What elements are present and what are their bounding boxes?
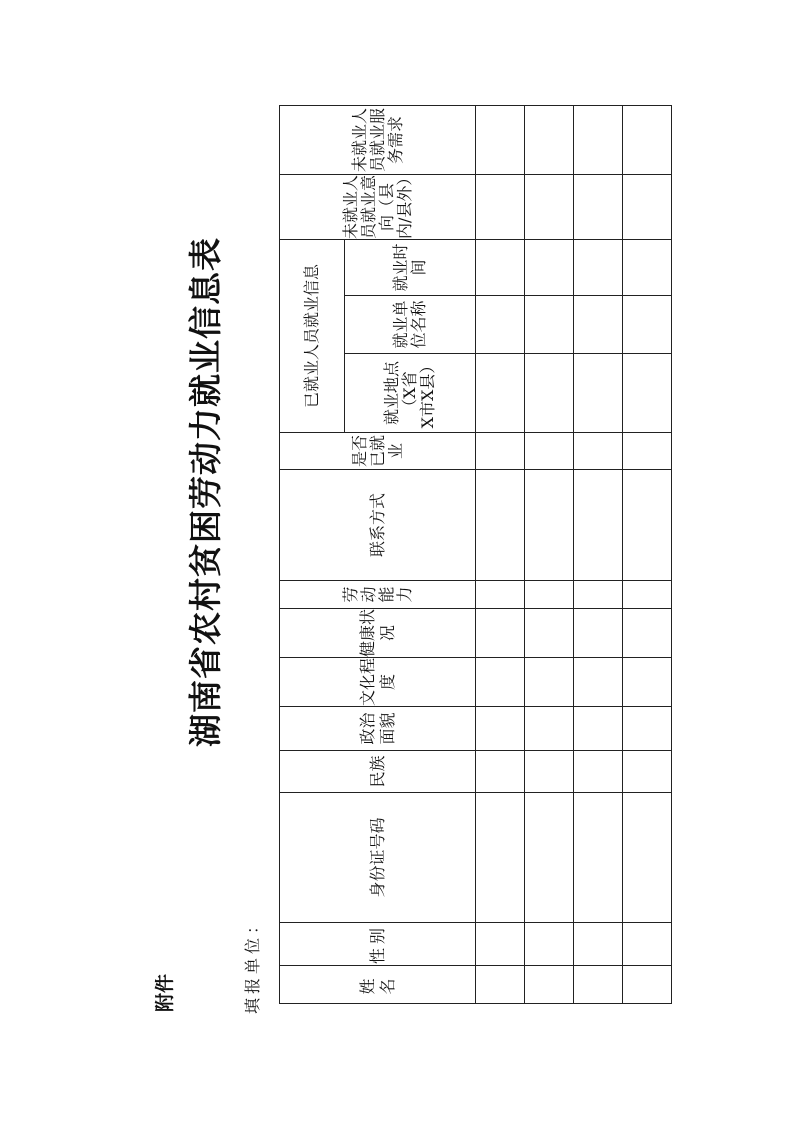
- header-unemployed-service-needs: 未就业人员就业服务需求: [280, 105, 476, 174]
- header-gender: 性别: [280, 923, 476, 966]
- cell-ethnicity[interactable]: [623, 751, 672, 793]
- cell-service-needs[interactable]: [623, 105, 672, 174]
- cell-employment-time[interactable]: [476, 239, 525, 295]
- header-employed-flag: 是否已就业: [280, 433, 476, 470]
- cell-id-number[interactable]: [525, 793, 574, 923]
- cell-name[interactable]: [476, 966, 525, 1004]
- cell-employment-location[interactable]: [476, 354, 525, 433]
- cell-labor-ability[interactable]: [476, 581, 525, 609]
- cell-id-number[interactable]: [476, 793, 525, 923]
- cell-unemployed-intent[interactable]: [574, 174, 623, 239]
- table-row: [574, 105, 623, 1003]
- header-unemployed-intent: 未就业人员就业意向（县内/县外）: [280, 174, 476, 239]
- employment-location-line2: X市X县）: [418, 357, 437, 429]
- header-health: 健康状况: [280, 609, 476, 658]
- cell-labor-ability[interactable]: [574, 581, 623, 609]
- cell-service-needs[interactable]: [476, 105, 525, 174]
- cell-contact[interactable]: [476, 470, 525, 581]
- cell-ethnicity[interactable]: [476, 751, 525, 793]
- cell-political-status[interactable]: [476, 707, 525, 751]
- cell-health[interactable]: [525, 609, 574, 658]
- cell-name[interactable]: [574, 966, 623, 1004]
- cell-ethnicity[interactable]: [574, 751, 623, 793]
- fill-unit-label: 填报单位：: [243, 913, 262, 1014]
- cell-political-status[interactable]: [623, 707, 672, 751]
- cell-labor-ability[interactable]: [623, 581, 672, 609]
- header-political-status: 政治面貌: [280, 707, 476, 751]
- cell-employment-location[interactable]: [623, 354, 672, 433]
- header-id-number: 身份证号码: [280, 793, 476, 923]
- header-employed-group: 已就业人员就业信息: [280, 239, 345, 432]
- header-name: 姓名: [280, 966, 476, 1004]
- cell-employed-flag[interactable]: [525, 433, 574, 470]
- cell-employer-name[interactable]: [623, 296, 672, 354]
- cell-unemployed-intent[interactable]: [623, 174, 672, 239]
- cell-gender[interactable]: [623, 923, 672, 966]
- cell-contact[interactable]: [574, 470, 623, 581]
- cell-id-number[interactable]: [574, 793, 623, 923]
- header-education: 文化程度: [280, 658, 476, 707]
- cell-health[interactable]: [623, 609, 672, 658]
- cell-contact[interactable]: [525, 470, 574, 581]
- cell-employed-flag[interactable]: [574, 433, 623, 470]
- header-ethnicity: 民族: [280, 751, 476, 793]
- cell-employment-location[interactable]: [574, 354, 623, 433]
- table-row: [476, 105, 525, 1003]
- cell-employment-time[interactable]: [623, 239, 672, 295]
- cell-gender[interactable]: [574, 923, 623, 966]
- cell-name[interactable]: [525, 966, 574, 1004]
- attachment-label: 附件: [154, 973, 176, 1012]
- header-employment-time: 就业时间: [345, 239, 476, 295]
- cell-employer-name[interactable]: [574, 296, 623, 354]
- page-title: 湖南省农村贫困劳动力就业信息表: [186, 237, 225, 747]
- cell-education[interactable]: [476, 658, 525, 707]
- cell-employed-flag[interactable]: [623, 433, 672, 470]
- cell-gender[interactable]: [476, 923, 525, 966]
- cell-education[interactable]: [623, 658, 672, 707]
- table-row: [623, 105, 672, 1003]
- table-row: [525, 105, 574, 1003]
- cell-service-needs[interactable]: [574, 105, 623, 174]
- cell-unemployed-intent[interactable]: [476, 174, 525, 239]
- cell-ethnicity[interactable]: [525, 751, 574, 793]
- table-body: [280, 105, 672, 1003]
- header-row-1: [280, 105, 345, 1003]
- cell-gender[interactable]: [525, 923, 574, 966]
- cell-service-needs[interactable]: [525, 105, 574, 174]
- cell-health[interactable]: [574, 609, 623, 658]
- cell-contact[interactable]: [623, 470, 672, 581]
- header-employment-location: [345, 354, 476, 433]
- cell-political-status[interactable]: [574, 707, 623, 751]
- cell-unemployed-intent[interactable]: [525, 174, 574, 239]
- cell-education[interactable]: [525, 658, 574, 707]
- cell-employed-flag[interactable]: [476, 433, 525, 470]
- cell-id-number[interactable]: [623, 793, 672, 923]
- header-contact: 联系方式: [280, 470, 476, 581]
- cell-political-status[interactable]: [525, 707, 574, 751]
- cell-employment-time[interactable]: [574, 239, 623, 295]
- employment-info-table: [279, 105, 672, 1004]
- cell-employment-time[interactable]: [525, 239, 574, 295]
- header-employer-name: 就业单位名称: [345, 296, 476, 354]
- cell-employer-name[interactable]: [525, 296, 574, 354]
- cell-health[interactable]: [476, 609, 525, 658]
- cell-education[interactable]: [574, 658, 623, 707]
- cell-labor-ability[interactable]: [525, 581, 574, 609]
- cell-employer-name[interactable]: [476, 296, 525, 354]
- cell-employment-location[interactable]: [525, 354, 574, 433]
- employment-location-line1: 就业地点（X省: [382, 361, 419, 426]
- header-labor-ability: 劳动能力: [280, 581, 476, 609]
- cell-name[interactable]: [623, 966, 672, 1004]
